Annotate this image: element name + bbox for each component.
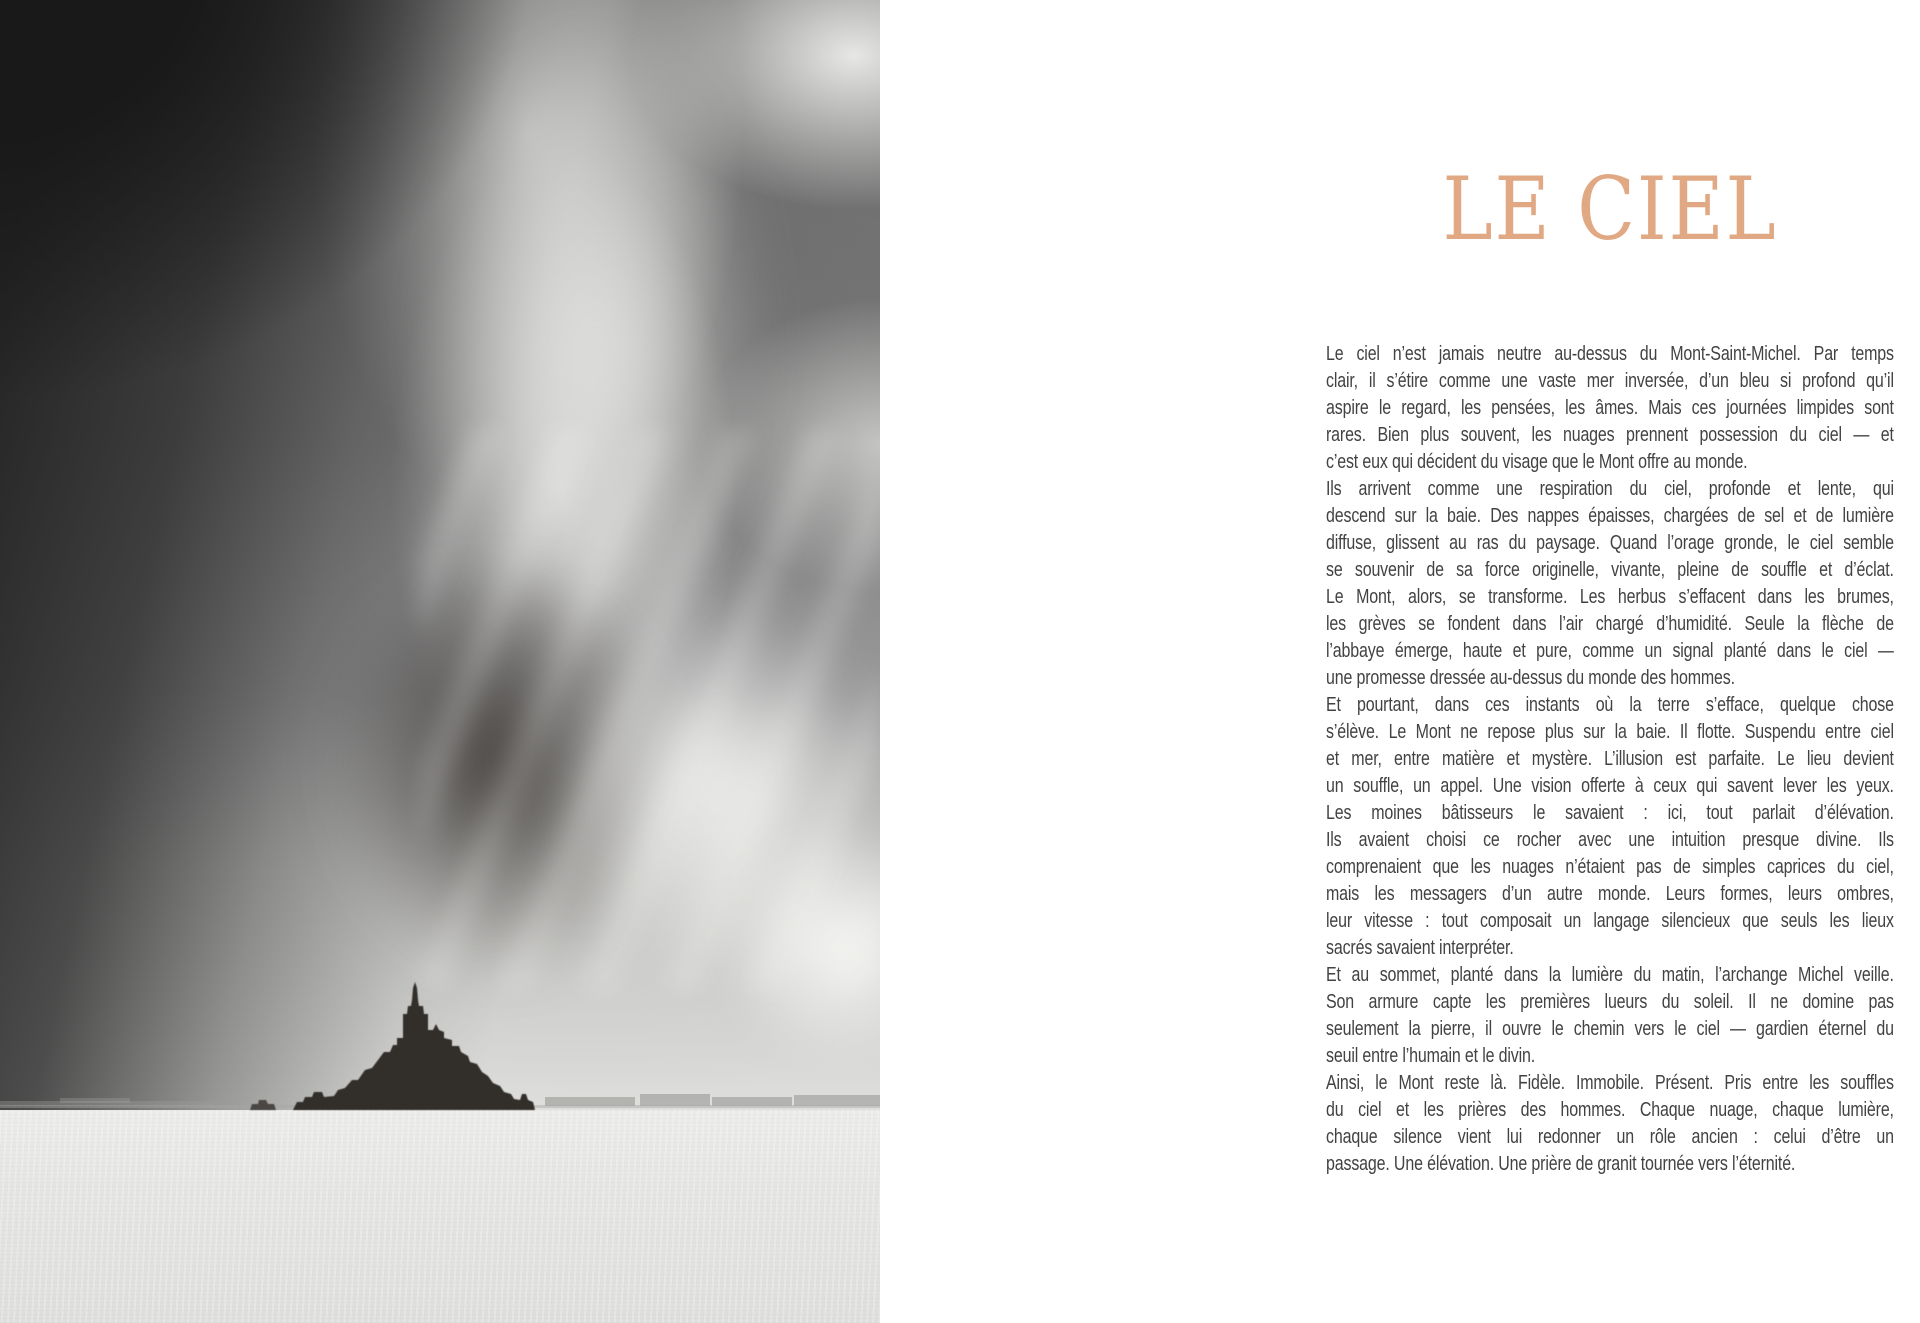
mont-shape: [293, 982, 535, 1110]
text-line: Les moines bâtisseurs le savaient : ici, tout parlait d’élévation.: [1326, 801, 1894, 824]
chapter-title: LE CIEL: [1442, 158, 1778, 260]
text-line: Le ciel n’est jamais neutre au-dessus du Mont-Saint-Michel. Par temps: [1326, 342, 1894, 365]
photo-page: [0, 0, 880, 1323]
text-line: l’abbaye émerge, haute et pure, comme un signal planté dans le ciel —: [1326, 639, 1894, 662]
text-line: se souvenir de sa force originelle, vivante, pleine de souffle et d’éclat.: [1326, 558, 1894, 581]
text-line: Son armure capte les premières lueurs du soleil. Il ne domine pas: [1326, 990, 1894, 1013]
text-line: leur vitesse : tout composait un langage silencieux que seuls les lieux: [1326, 909, 1894, 932]
text-line: s’élève. Le Mont ne repose plus sur la baie. Il flotte. Suspendu entre ciel: [1326, 720, 1894, 743]
text-page: [880, 0, 1920, 1323]
mont-silhouette: [0, 0, 880, 1323]
text-line: Ils avaient choisi ce rocher avec une intuition presque divine. Ils: [1326, 828, 1894, 851]
text-line: aspire le regard, les pensées, les âmes. Mais ces journées limpides sont: [1326, 396, 1894, 419]
text-line: et mer, entre matière et mystère. L’illusion est parfaite. Le lieu devient: [1326, 747, 1894, 770]
text-line: passage. Une élévation. Une prière de granit tournée vers l’éternité.: [1326, 1152, 1796, 1175]
text-line: chaque silence vient lui redonner un rôle ancien : celui d’être un: [1326, 1125, 1894, 1148]
text-line: Et au sommet, planté dans la lumière du matin, l’archange Michel veille.: [1326, 963, 1894, 986]
islet-left: [250, 1100, 276, 1110]
text-line: Le Mont, alors, se transforme. Les herbus s’effacent dans les brumes,: [1326, 585, 1894, 608]
text-line: un souffle, un appel. Une vision offerte à ceux qui savent lever les yeux.: [1326, 774, 1894, 797]
text-line: diffuse, glissent au ras du paysage. Quand l’orage gronde, le ciel semble: [1326, 531, 1894, 554]
text-line: seulement la pierre, il ouvre le chemin vers le ciel — gardien éternel du: [1326, 1017, 1894, 1040]
text-line: du ciel et les prières des hommes. Chaque nuage, chaque lumière,: [1326, 1098, 1894, 1121]
text-line: les grèves se fondent dans l’air chargé d’humidité. Seule la flèche de: [1326, 612, 1894, 635]
text-line: Et pourtant, dans ces instants où la terre s’efface, quelque chose: [1326, 693, 1894, 716]
text-line: seuil entre l’humain et le divin.: [1326, 1044, 1536, 1067]
text-line: rares. Bien plus souvent, les nuages prennent possession du ciel — et: [1326, 423, 1894, 446]
text-line: c’est eux qui décident du visage que le Mont offre au monde.: [1326, 450, 1748, 473]
text-line: sacrés savaient interpréter.: [1326, 936, 1514, 959]
text-line: mais les messagers d’un autre monde. Leurs formes, leurs ombres,: [1326, 882, 1894, 905]
text-line: descend sur la baie. Des nappes épaisses, chargées de sel et de lumière: [1326, 504, 1894, 527]
text-line: clair, il s’étire comme une vaste mer inversée, d’un bleu si profond qu’il: [1326, 369, 1894, 392]
text-line: Ainsi, le Mont reste là. Fidèle. Immobile. Présent. Pris entre les souffles: [1326, 1071, 1894, 1094]
text-line: Ils arrivent comme une respiration du ciel, profonde et lente, qui: [1326, 477, 1894, 500]
chapter-body: [1326, 340, 1894, 1177]
text-line: comprenaient que les nuages n’étaient pas de simples caprices du ciel,: [1326, 855, 1894, 878]
text-line: une promesse dressée au-dessus du monde des hommes.: [1326, 666, 1735, 689]
